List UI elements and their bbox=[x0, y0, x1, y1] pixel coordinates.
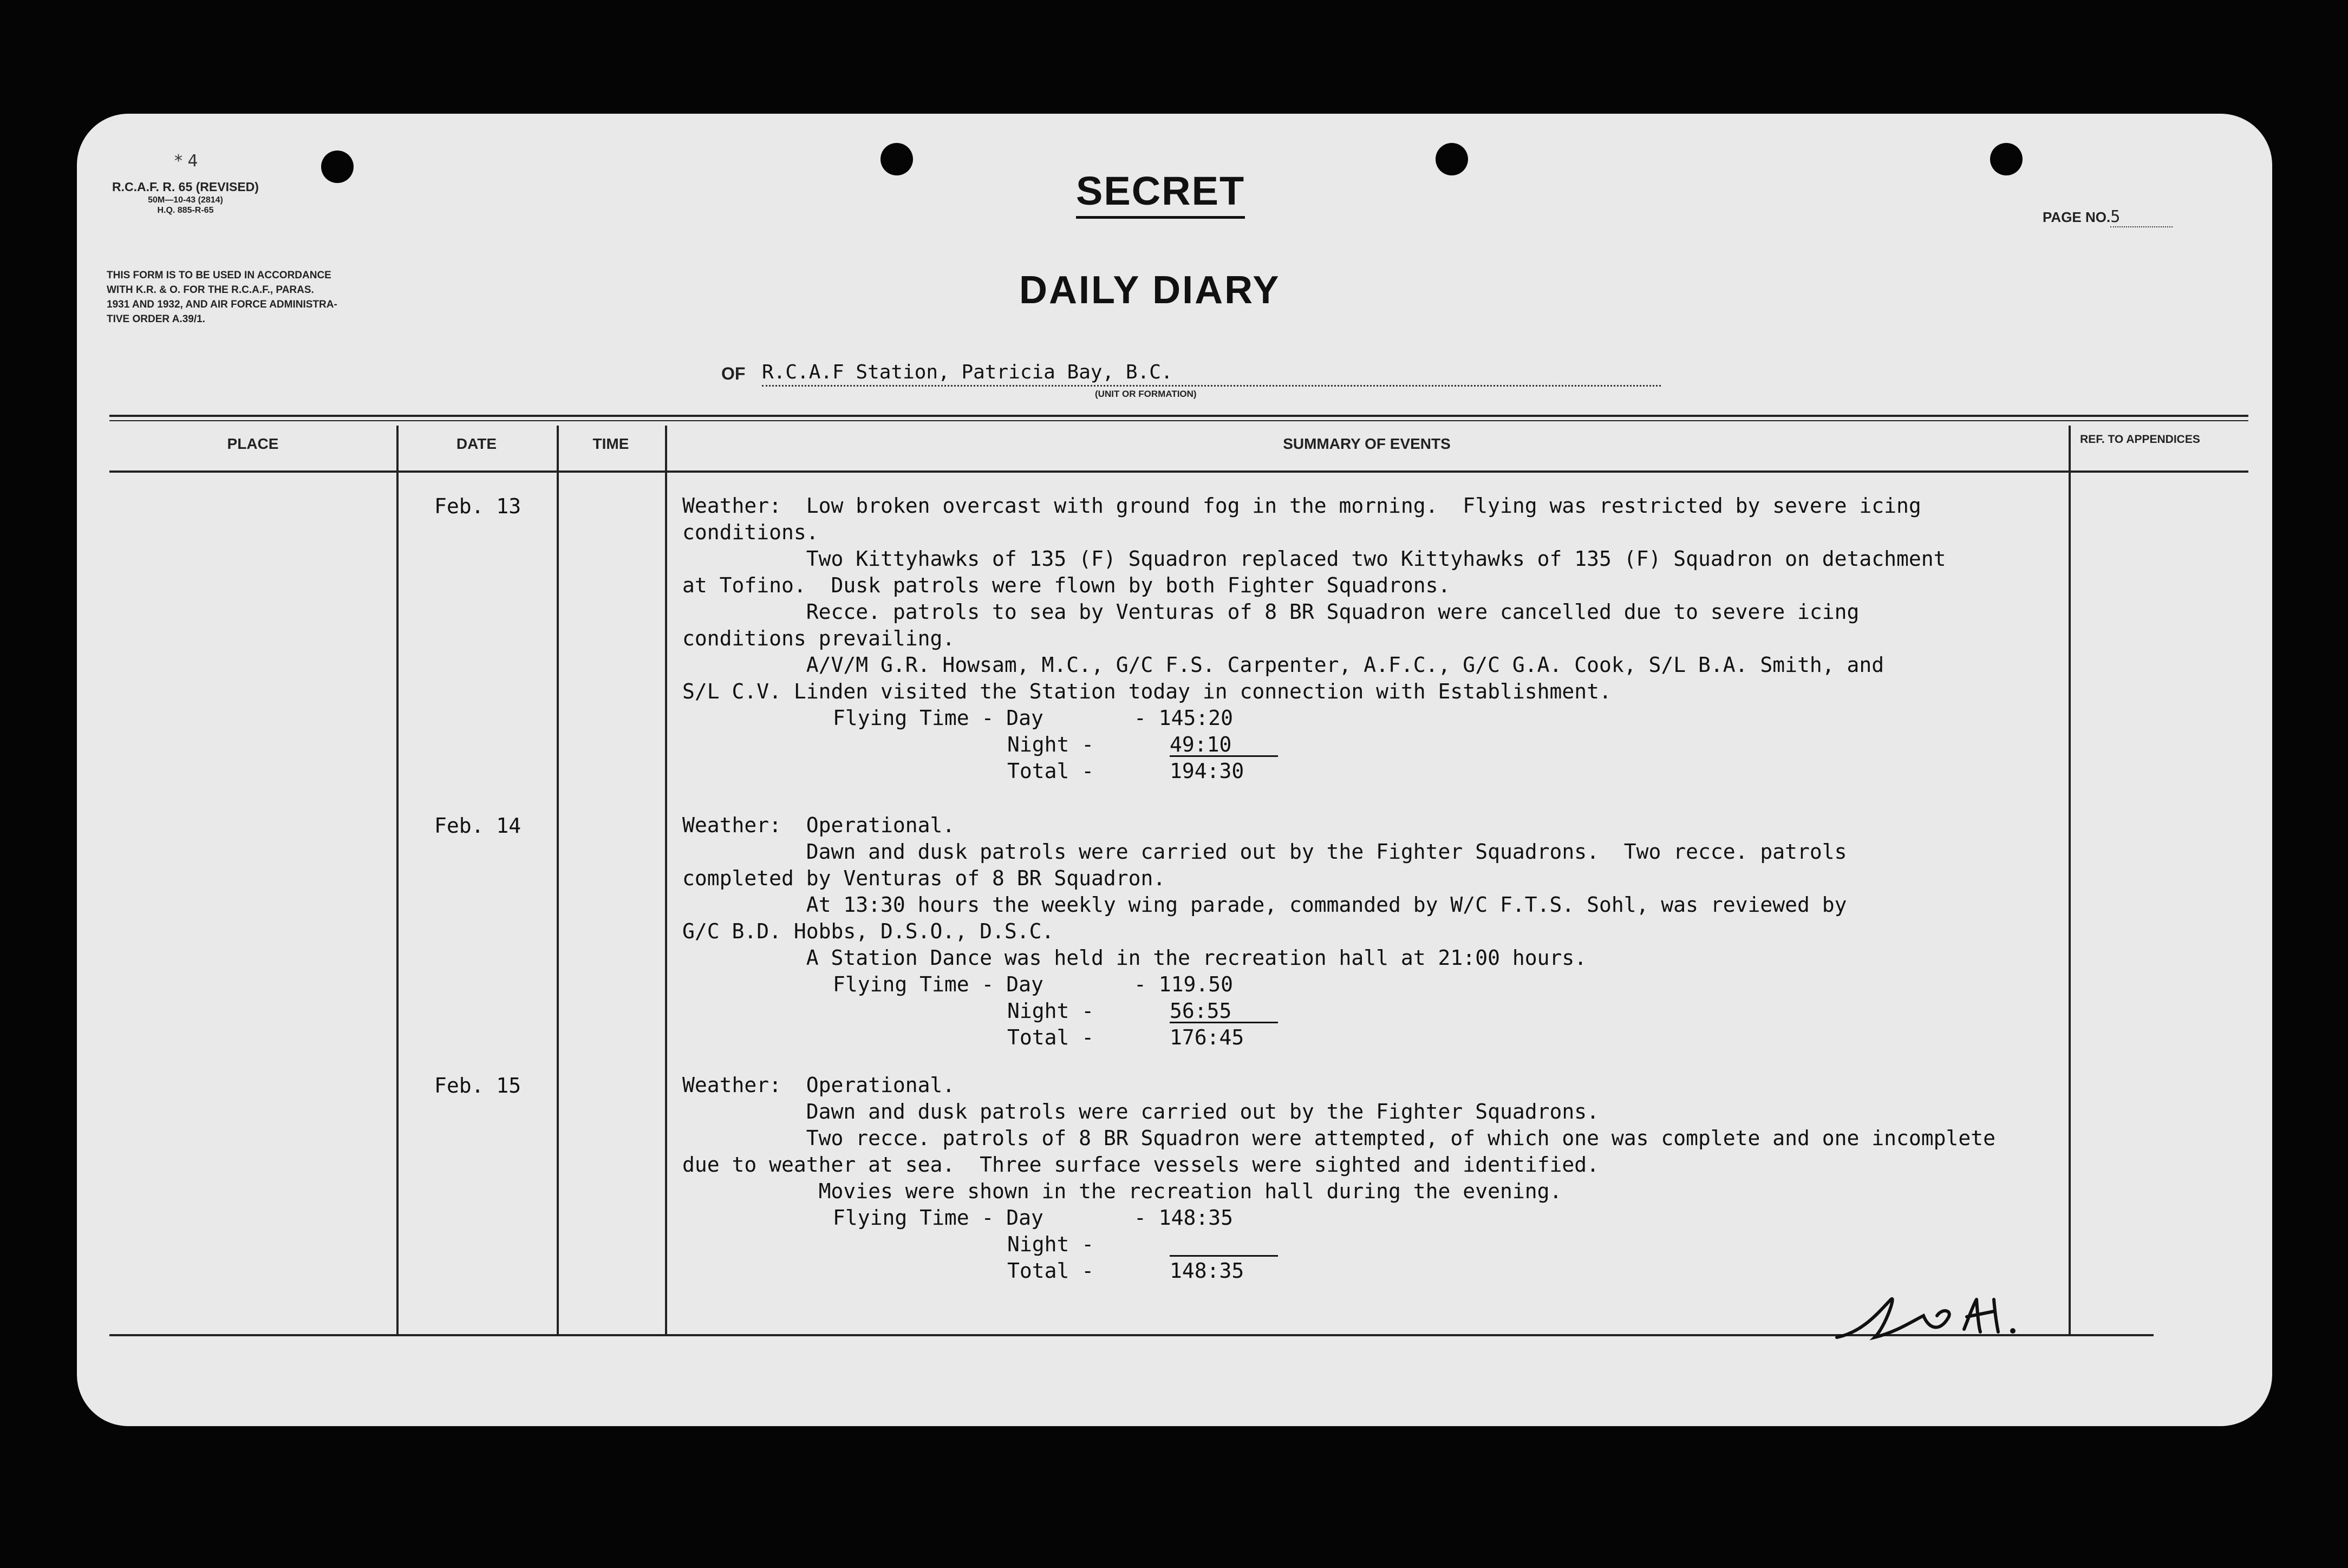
column-divider-place bbox=[396, 426, 399, 1335]
binder-hole bbox=[321, 151, 354, 183]
column-divider-time bbox=[665, 426, 667, 1335]
usage-notice: THIS FORM IS TO BE USED IN ACCORDANCE WITH K.R. & O. FOR THE R.C.A.F., PARAS. 1931 AND 1932, AND AIR FORCE ADMINISTRA- TIVE ORDER A.39/1. bbox=[107, 270, 337, 325]
flying-time-day-value: - 119.50 bbox=[1134, 972, 1234, 996]
entry-date: Feb. 14 bbox=[434, 814, 521, 838]
page-number bbox=[2043, 207, 2173, 227]
night-label: Night - bbox=[1007, 1232, 1094, 1256]
total-label: Total - bbox=[1007, 759, 1094, 783]
unit-caption: (UNIT OR FORMATION) bbox=[1095, 389, 1197, 399]
binder-hole bbox=[1990, 143, 2023, 175]
flying-time-day-value: - 148:35 bbox=[1134, 1206, 1234, 1230]
diary-form-card bbox=[77, 114, 2272, 1426]
unit-label: OF bbox=[721, 364, 746, 383]
entry-line: At 13:30 hours the weekly wing parade, commanded by W/C F.T.S. Sohl, was reviewed by bbox=[682, 893, 1847, 917]
flying-time-night bbox=[682, 998, 2144, 1024]
night-label: Night - bbox=[1007, 999, 1094, 1023]
unit-value: R.C.A.F Station, Patricia Bay, B.C. bbox=[762, 360, 1661, 387]
diary-entry bbox=[682, 812, 2144, 1051]
night-value: 56:55 bbox=[1170, 998, 1278, 1023]
total-value: 176:45 bbox=[1170, 1025, 1244, 1049]
form-title: DAILY DIARY bbox=[1019, 269, 1281, 312]
entry-line: S/L C.V. Linden visited the Station today in connection with Establishment. bbox=[682, 680, 1612, 703]
column-header-ref: REF. TO APPENDICES bbox=[2080, 433, 2200, 446]
corner-mark: * 4 bbox=[174, 152, 198, 171]
diary-entry bbox=[682, 1072, 2144, 1284]
entry-line: conditions prevailing. bbox=[682, 626, 955, 650]
column-header-summary: SUMMARY OF EVENTS bbox=[1283, 435, 1451, 452]
form-number: R.C.A.F. R. 65 (REVISED) bbox=[112, 180, 259, 194]
flying-time-day-value: - 145:20 bbox=[1134, 706, 1234, 730]
night-value bbox=[1170, 1231, 1278, 1257]
flying-time-label: Flying Time - Day bbox=[833, 972, 1043, 996]
header-top-rule bbox=[109, 415, 2248, 417]
entry-line: G/C B.D. Hobbs, D.S.O., D.S.C. bbox=[682, 919, 1054, 943]
entry-line: Weather: Low broken overcast with ground fog in the morning. Flying was restricted by severe icing bbox=[682, 494, 1921, 518]
night-value: 49:10 bbox=[1170, 731, 1278, 757]
entry-line: Movies were shown in the recreation hall during the evening. bbox=[682, 1179, 1562, 1203]
entry-date: Feb. 15 bbox=[434, 1074, 521, 1097]
entry-line: Dawn and dusk patrols were carried out by the Fighter Squadrons. Two recce. patrols bbox=[682, 840, 1847, 864]
form-print-code: 50M—10-43 (2814) bbox=[148, 195, 223, 205]
page-number-label: PAGE NO. bbox=[2043, 209, 2111, 225]
night-label: Night - bbox=[1007, 733, 1094, 756]
entry-line: A/V/M G.R. Howsam, M.C., G/C F.S. Carpenter, A.F.C., G/C G.A. Cook, S/L B.A. Smith, and bbox=[682, 653, 1884, 677]
entry-line: completed by Venturas of 8 BR Squadron. bbox=[682, 866, 1166, 890]
form-hq-code: H.Q. 885-R-65 bbox=[157, 205, 214, 215]
entry-line: Dawn and dusk patrols were carried out by the Fighter Squadrons. bbox=[682, 1100, 1599, 1123]
entry-line: Two recce. patrols of 8 BR Squadron were attempted, of which one was complete and one incomplete bbox=[682, 1126, 1996, 1150]
flying-time-day bbox=[682, 971, 2144, 998]
column-divider-date bbox=[557, 426, 559, 1335]
flying-time-label: Flying Time - Day bbox=[833, 706, 1043, 730]
total-value: 194:30 bbox=[1170, 759, 1244, 783]
total-label: Total - bbox=[1007, 1025, 1094, 1049]
total-value: 148:35 bbox=[1170, 1259, 1244, 1283]
entry-line: conditions. bbox=[682, 520, 819, 544]
entry-line: Weather: Operational. bbox=[682, 1073, 955, 1097]
flying-time-day bbox=[682, 1205, 2144, 1231]
entry-line: at Tofino. Dusk patrols were flown by both Fighter Squadrons. bbox=[682, 573, 1451, 597]
flying-time-label: Flying Time - Day bbox=[833, 1206, 1043, 1230]
total-label: Total - bbox=[1007, 1259, 1094, 1283]
entry-line: Recce. patrols to sea by Venturas of 8 BR Squadron were cancelled due to severe icing bbox=[682, 600, 1860, 624]
flying-time-total bbox=[682, 758, 2144, 785]
entry-line: Weather: Operational. bbox=[682, 813, 955, 837]
entry-date: Feb. 13 bbox=[434, 494, 521, 518]
header-top-rule-inner bbox=[109, 420, 2248, 421]
binder-hole bbox=[1436, 143, 1468, 175]
flying-time-night bbox=[682, 1231, 2144, 1258]
flying-time-day bbox=[682, 705, 2144, 731]
entry-line: Two Kittyhawks of 135 (F) Squadron replaced two Kittyhawks of 135 (F) Squadron on detachment bbox=[682, 547, 1946, 571]
flying-time-total bbox=[682, 1024, 2144, 1051]
column-header-date: DATE bbox=[456, 435, 497, 452]
classification-stamp: SECRET bbox=[1076, 168, 1245, 219]
form-reference bbox=[112, 180, 259, 215]
entry-line: due to weather at sea. Three surface vessels were sighted and identified. bbox=[682, 1153, 1599, 1177]
binder-hole bbox=[881, 143, 913, 175]
page-number-value: 5 bbox=[2110, 207, 2173, 227]
column-header-time: TIME bbox=[592, 435, 629, 452]
flying-time-night bbox=[682, 731, 2144, 758]
entry-line: A Station Dance was held in the recreation hall at 21:00 hours. bbox=[682, 946, 1587, 970]
header-bottom-rule bbox=[109, 471, 2248, 473]
column-header-place: PLACE bbox=[227, 435, 279, 452]
handwritten-initials bbox=[1831, 1278, 2064, 1354]
diary-entry bbox=[682, 493, 2144, 785]
